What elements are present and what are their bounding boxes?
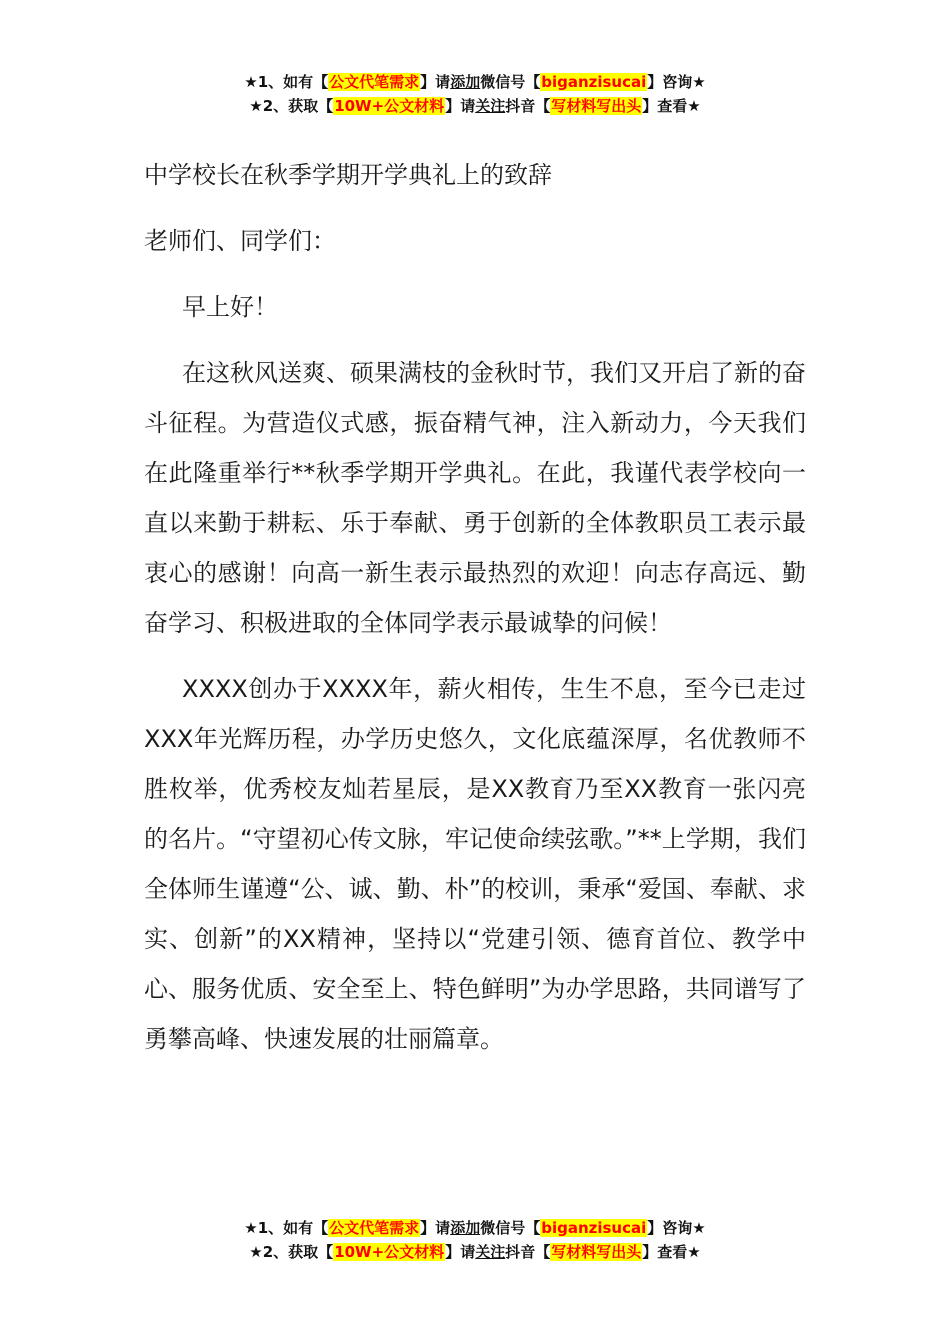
banner-text: ★1、如有【: [244, 73, 329, 91]
header-banner: [0, 70, 950, 118]
document-body: [144, 150, 806, 1080]
banner-line-1: [0, 1216, 950, 1240]
banner-text: 微信号【: [480, 73, 541, 91]
banner-text: 】请: [420, 73, 451, 91]
body-paragraph: 在这秋风送爽、硕果满枝的金秋时节，我们又开启了新的奋斗征程。为营造仪式感，振奋精气神，注入新动力，今天我们在此隆重举行**秋季学期开学典礼。在此，我谨代表学校向一直以来勤于耕耘、乐于奉献、勇于创新的全体教职员工表示最衷心的感谢！向高一新生表示最热烈的欢迎！向志存高远、勤奋学习、积极进取的全体同学表示最诚挚的问候！: [144, 359, 806, 637]
banner-text: 】咨询★: [647, 1219, 706, 1237]
banner-line-2: [0, 94, 950, 118]
greeting: 早上好！: [182, 293, 278, 321]
banner-text: ★1、如有【: [244, 1219, 329, 1237]
banner-highlight: 公文代笔需求: [329, 1219, 420, 1237]
banner-text: 抖音【: [505, 1243, 551, 1261]
banner-underlined-text: 关注: [475, 1243, 506, 1261]
banner-text: 】请: [420, 1219, 451, 1237]
banner-underlined-text: 添加: [450, 1219, 481, 1237]
banner-line-1: [0, 70, 950, 94]
salutation: 老师们、同学们：: [144, 227, 336, 255]
document-title: 中学校长在秋季学期开学典礼上的致辞: [144, 161, 552, 189]
footer-banner: [0, 1216, 950, 1264]
banner-highlight: 写材料写出头: [551, 97, 642, 115]
banner-underlined-text: 添加: [450, 73, 481, 91]
banner-text: 】请: [445, 97, 476, 115]
banner-highlight: biganzisucai: [541, 73, 647, 91]
banner-underlined-text: 关注: [475, 97, 506, 115]
banner-text: ★2、获取【: [249, 97, 334, 115]
body-paragraph: XXXX创办于XXXX年，薪火相传，生生不息，至今已走过XXX年光辉历程，办学历史悠久，文化底蕴深厚，名优教师不胜枚举，优秀校友灿若星辰，是XX教育乃至XX教育一张闪亮的名片。“守望初心传文脉，牢记使命续弦歌。”**上学期，我们全体师生谨遵“公、诚、勤、朴”的校训，秉承“爱国、奉献、求实、创新”的XX精神，坚持以“党建引领、德育首位、教学中心、服务优质、安全至上、特色鲜明”为办学思路，共同谱写了勇攀高峰、快速发展的壮丽篇章。: [144, 675, 806, 1053]
banner-highlight: 公文代笔需求: [329, 73, 420, 91]
banner-text: 微信号【: [480, 1219, 541, 1237]
banner-text: 】查看★: [642, 97, 701, 115]
banner-highlight: biganzisucai: [541, 1219, 647, 1237]
banner-highlight: 10W+公文材料: [334, 1243, 445, 1261]
banner-text: 】请: [445, 1243, 476, 1261]
banner-text: 抖音【: [505, 97, 551, 115]
banner-text: 】查看★: [642, 1243, 701, 1261]
banner-text: ★2、获取【: [249, 1243, 334, 1261]
banner-highlight: 写材料写出头: [551, 1243, 642, 1261]
banner-line-2: [0, 1240, 950, 1264]
banner-text: 】咨询★: [647, 73, 706, 91]
banner-highlight: 10W+公文材料: [334, 97, 445, 115]
